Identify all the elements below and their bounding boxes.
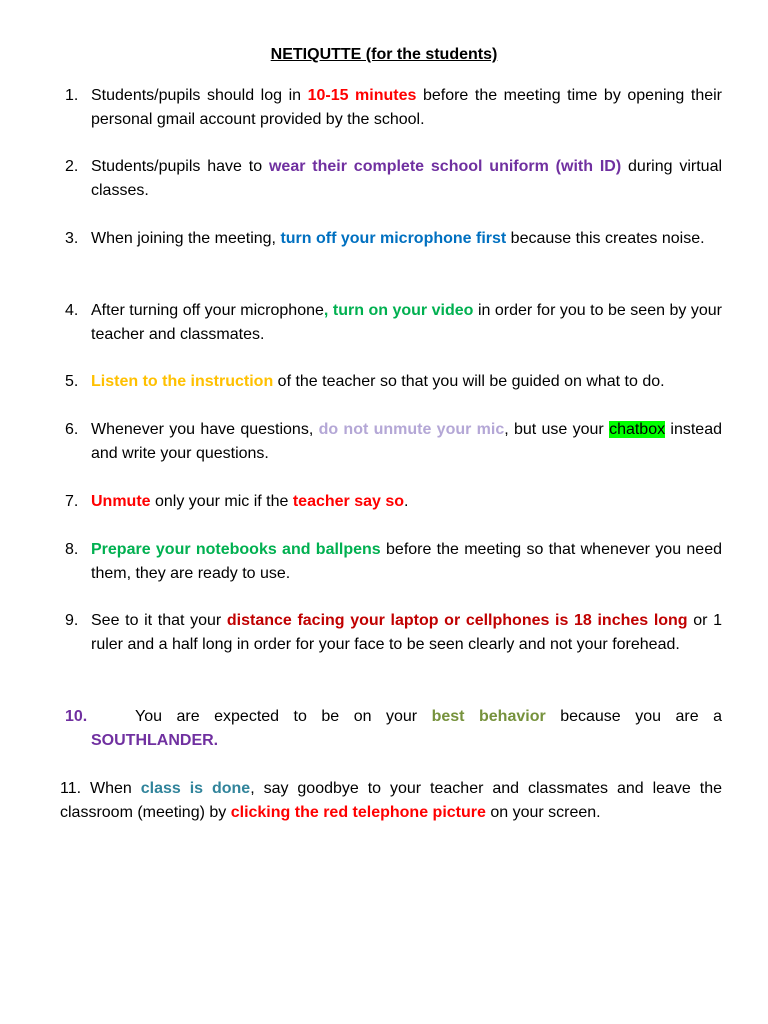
item-number: 1. <box>65 87 79 104</box>
item-highlight: clicking the red telephone picture <box>230 804 486 821</box>
item-highlight: wear their complete school uniform (with ID) <box>268 158 622 175</box>
item-text: before the meeting so that whenever you need them, they are ready to use. <box>91 541 722 582</box>
item-text: . <box>404 493 409 510</box>
item-text: See to it that your <box>91 612 227 629</box>
item-number: 4. <box>65 302 79 319</box>
list-item <box>67 299 722 347</box>
item-highlight: Unmute <box>91 493 151 510</box>
item-number: 11. <box>60 780 82 797</box>
item-text: Whenever you have questions, <box>91 421 319 438</box>
item-number: 8. <box>65 541 79 558</box>
item-highlight: 10-15 minutes <box>307 87 417 104</box>
list-item <box>67 227 722 251</box>
page-title: NETIQUTTE (for the students) <box>270 46 498 63</box>
item-number: 5. <box>65 373 79 390</box>
item-text: instead and write your questions. <box>91 421 723 462</box>
item-text: When <box>90 780 141 797</box>
list-item <box>67 609 722 657</box>
item-highlight: distance facing your laptop or cellphones is 18 inches long <box>226 612 688 629</box>
item-highlight: , <box>323 302 329 319</box>
chatbox-highlight: chatbox <box>609 421 666 438</box>
item-highlight: turn off your microphone first <box>280 230 507 247</box>
item-text: during virtual classes. <box>91 158 723 199</box>
list-item <box>67 538 722 586</box>
item-number: 10. <box>65 708 88 725</box>
item-text: Students/pupils have to <box>91 158 269 175</box>
item-text: , but use your <box>504 421 610 438</box>
item-text: , say goodbye to your teacher and classmates and leave the classroom (meeting) by <box>60 780 722 821</box>
item-number: 3. <box>65 230 79 247</box>
list-item <box>67 84 722 132</box>
list-item <box>67 418 722 466</box>
item-text: Students/pupils should log in <box>91 87 308 104</box>
item-number: 2. <box>65 158 79 175</box>
item-highlight: do not unmute your mic <box>318 421 505 438</box>
item-text: After turning off your microphone <box>91 302 324 319</box>
list-item <box>67 370 722 394</box>
item-text: of the teacher so that you will be guided on what to do. <box>273 373 665 390</box>
item-highlight: Prepare your notebooks and ballpens <box>91 541 381 558</box>
item-highlight: best behavior <box>431 708 546 725</box>
item-text: or 1 ruler and a half long in order for your face to be seen clearly and not your forehead. <box>91 612 722 653</box>
item-highlight: Listen to the instruction <box>91 373 274 390</box>
list-item <box>67 155 722 203</box>
item-text: only your mic if the <box>150 493 293 510</box>
item-text: You are expected to be on your <box>135 708 432 725</box>
list-item <box>60 777 722 825</box>
list-item <box>67 705 722 753</box>
item-highlight: turn on your video <box>332 302 474 319</box>
item-number: 7. <box>65 493 79 510</box>
item-text: on your screen. <box>485 804 601 821</box>
item-highlight: class is done <box>140 780 251 797</box>
item-number: 6. <box>65 421 79 438</box>
item-text: because you are a <box>545 708 723 725</box>
list-item <box>67 490 722 514</box>
item-text: When joining the meeting, <box>91 230 281 247</box>
item-text: in order for you to be seen by your teacher and classmates. <box>91 302 723 343</box>
item-highlight: teacher say so <box>292 493 405 510</box>
item-text: before the meeting time by opening their personal gmail account provided by the school. <box>91 87 723 128</box>
item-number: 9. <box>65 612 79 629</box>
item-text: because this creates noise. <box>506 230 705 247</box>
item-highlight: SOUTHLANDER. <box>91 732 219 749</box>
